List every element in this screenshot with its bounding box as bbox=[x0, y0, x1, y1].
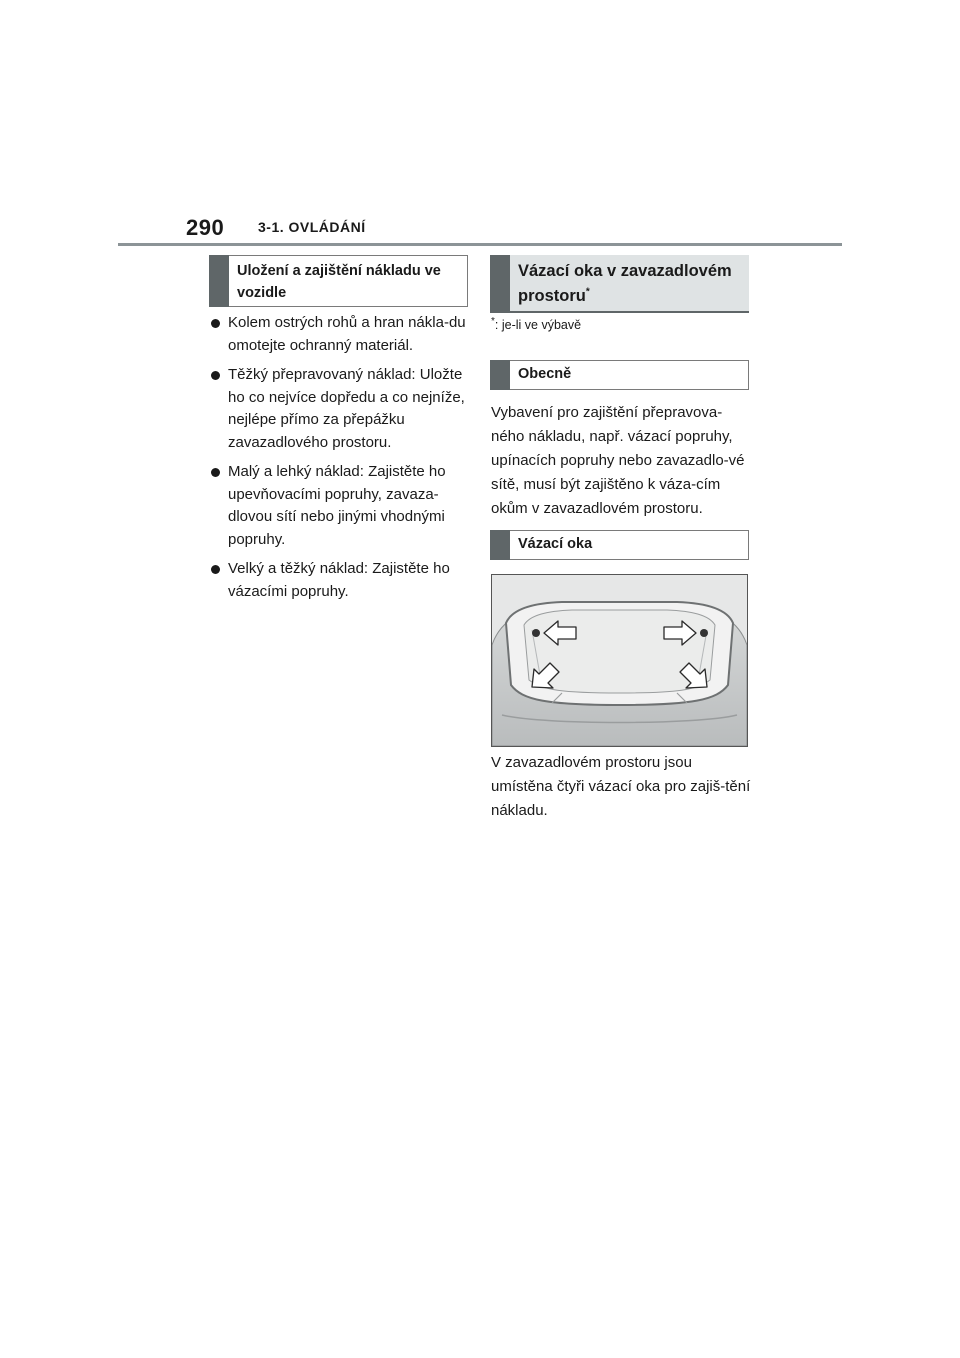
caption-paragraph: V zavazadlovém prostoru jsou umístěna čtyři vázací oka pro zajiš-tění nákladu. bbox=[491, 754, 751, 819]
page-number: 290 bbox=[186, 215, 225, 240]
heading-lashing-eyes-text: Vázací oka bbox=[518, 536, 593, 552]
heading-lashing-eyes-trunk bbox=[490, 255, 749, 313]
bullet-item: Těžký přepravovaný náklad: Uložte ho co nejvíce dopředu a co nejníže, nejlépe přímo za přepážku zavazadlového prostoru. bbox=[209, 364, 471, 454]
general-paragraph: Vybavení pro zajištění přepravova-ného nákladu, např. vázací popruhy, upínacích popruhy nebo zavazadlo-vé sítě, musí být zajištěno k váza-cím okům v zavazadlovém prostoru. bbox=[491, 404, 745, 517]
bullet-item: Malý a lehký náklad: Zajistěte ho upevňovacími popruhy, zavaza-dlovou sítí nebo jinými vhodnými popruhy. bbox=[209, 461, 471, 551]
section-label: 3-1. OVLÁDÁNÍ bbox=[258, 219, 366, 235]
heading-cargo-storage-text: Uložení a zajištění nákladu ve vozidle bbox=[237, 263, 441, 301]
bullet-item: Kolem ostrých rohů a hran nákla-du omotejte ochranný materiál. bbox=[209, 312, 471, 357]
heading-general bbox=[490, 360, 749, 390]
heading-general-text: Obecně bbox=[518, 366, 572, 382]
heading-bar bbox=[490, 360, 510, 390]
heading-bar bbox=[209, 255, 229, 307]
cargo-bullet-list bbox=[209, 312, 471, 610]
trunk-diagram bbox=[492, 575, 747, 746]
heading-text: Vázací oka v zavazadlovém prostoru bbox=[518, 262, 732, 305]
footnote-text: : je-li ve výbavě bbox=[494, 318, 582, 332]
bullet-item: Velký a těžký náklad: Zajistěte ho vázacími popruhy. bbox=[209, 558, 471, 603]
header-rule bbox=[118, 243, 842, 246]
heading-bar bbox=[490, 255, 510, 311]
heading-lashing-eyes bbox=[490, 530, 749, 560]
heading-cargo-storage bbox=[209, 255, 468, 307]
heading-lashing-eyes-trunk-text bbox=[518, 259, 744, 309]
trunk-illustration bbox=[491, 574, 748, 747]
heading-bar bbox=[490, 530, 510, 560]
asterisk-mark: * bbox=[585, 286, 590, 298]
footnote bbox=[491, 315, 582, 332]
footnote-asterisk: * bbox=[491, 315, 495, 327]
